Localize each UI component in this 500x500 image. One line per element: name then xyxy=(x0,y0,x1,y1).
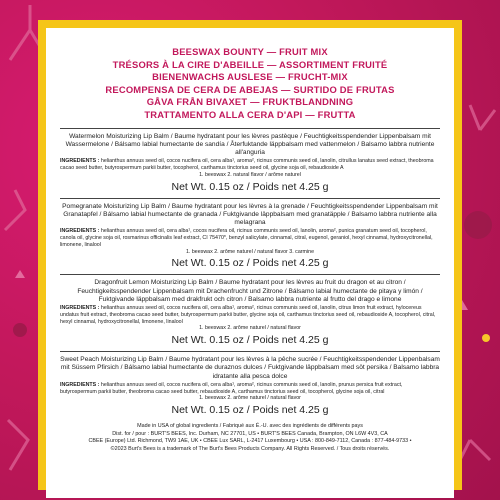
net-weight: Net Wt. 0.15 oz / Poids net 4.25 g xyxy=(171,404,329,417)
title-fr: TRÉSORS À LA CIRE D'ABEILLE — ASSORTIMENT FRUITÉ xyxy=(112,58,388,70)
product-name: Pomegranate Moisturizing Lip Balm / Baume hydratant pour les lèvres à la grenade / Feuchtigkeitsspendender Lippenbalsam mit Granatapfel / Bálsamo labial humectante de granada / Fuktgivande läppbalsam med granatäpple / Balsamo labbra nutriente alla melagrana xyxy=(62,202,438,226)
origin-line: Made in USA of global ingredients / Fabriqué aux É.-U. avec des ingrédients de différents pays xyxy=(137,423,363,430)
ingredients-text: helianthus annuus seed oil, cocos nucifera oil, cera alba¹, aroma², ricinus communis seed oil, lanolin, citrus limon fruit extract, hylocereus undatus fruit extract, theobroma cacao seed butter, butyrospermum parkii butter, glycine soja oil, carthamus tinctorius seed oil, rebaudioside A, tocopherol, citral, hexyl cinnamal, hydroxycitronellal, limonene, linalool xyxy=(60,304,436,325)
title-sv: GÅVA FRÅN BIVAXET — FRUKTBLANDNING xyxy=(146,96,354,108)
product-name: Dragonfruit Lemon Moisturizing Lip Balm / Baume hydratant pour les lèvres au fruit du dragon et au citron / Feuchtigkeitsspendender Lippenbalsam mit Drachenfrucht und Zitrone / Bálsamo labial humectante de pitaya y limón / Fuktgivande läppbalsam med drakfrukt och citron / Balsamo labbra nutriente al frutto del drago e limone xyxy=(77,279,423,303)
ingredients xyxy=(60,228,440,248)
ingredients-label: INGREDIENTS : xyxy=(60,158,100,165)
ingredients xyxy=(60,382,440,396)
ingredients-text: helianthus annuus seed oil, cocos nucifera oil, cera alba¹, aroma², ricinus communis seed oil, lanolin, citrullus lanatus seed extract, theobroma cacao seed butter, butyrospermum parkii butter, tocopherol, carthamus tinctorius seed oil, glycine soja oil, rebaudioside A xyxy=(60,158,434,171)
divider xyxy=(60,351,440,352)
product-dragonfruit-lemon xyxy=(60,279,440,347)
footnotes: 1. beeswax 2. arôme naturel / natural flavor 3. carmine xyxy=(185,248,315,255)
footnotes: 1. beeswax 2. arôme naturel / natural flavor xyxy=(199,395,301,402)
product-watermelon xyxy=(60,133,440,194)
title-it: TRATTAMENTO ALLA CERA D'API — FRUTTA xyxy=(144,108,356,120)
ingredients-label: INGREDIENTS : xyxy=(60,381,100,388)
title-de: BIENENWACHS AUSLESE — FRUCHT-MIX xyxy=(152,71,348,83)
footnotes: 1. beeswax 2. arôme naturel / natural flavor xyxy=(199,325,301,332)
product-titles xyxy=(60,46,440,122)
copyright-line: ©2023 Burt's Bees is a trademark of The Burt's Bees Products Company. All Rights Reserved. / Tous droits réservés. xyxy=(110,445,390,452)
ingredients xyxy=(60,158,440,172)
ingredients-text: helianthus annuus seed oil, cera alba¹, cocos nucifera oil, ricinus communis seed oil, lanolin, aroma², punica granatum seed oil, tocopherol, canola oil, glycine soja oil, rosmarinus officinalis leaf extract, CI 75470*, benzyl salicylate, cinnamal, citral, eugenol, geraniol, hexyl cinnamal, hydroxycitronellal, limonene, linalool xyxy=(60,228,433,248)
label-panel xyxy=(46,28,454,498)
distributor-line: Dist. for / pour : BURT'S BEES, Inc. Durham, NC 27701, US • BURT'S BEES Canada, Brampton, ON L6W 4V3, CA xyxy=(112,430,388,437)
divider xyxy=(60,128,440,129)
product-sweet-peach xyxy=(60,356,440,417)
ingredients-label: INGREDIENTS : xyxy=(60,304,100,311)
distribution-info xyxy=(60,423,440,453)
net-weight: Net Wt. 0.15 oz / Poids net 4.25 g xyxy=(171,180,329,193)
product-name: Sweet Peach Moisturizing Lip Balm / Baume hydratant pour les lèvres à la pêche sucrée / Feuchtigkeitsspendender Lippenbalsam mit Süssem Pfirsich / Bálsamo labial humectante de duraznos dulces / Fuktgivande läppbalsam med söt persika / Balsamo labbra idratante alla pesca dolce xyxy=(60,356,440,380)
net-weight: Net Wt. 0.15 oz / Poids net 4.25 g xyxy=(171,334,329,347)
net-weight: Net Wt. 0.15 oz / Poids net 4.25 g xyxy=(171,257,329,270)
ingredients-label: INGREDIENTS : xyxy=(60,228,100,235)
product-name: Watermelon Moisturizing Lip Balm / Baume hydratant pour les lèvres pastèque / Feuchtigkeitsspendender Lippenbalsam mit Wassermelone / Bálsamo labial humectante de sandía / Återfuktande läppbalsam med vattenmelon / Balsamo labbra nutriente all'anguria xyxy=(65,132,435,156)
title-es: RECOMPENSA DE CERA DE ABEJAS — SURTIDO DE FRUTAS xyxy=(105,83,395,95)
footnotes: 1. beeswax 2. natural flavor / arôme naturel xyxy=(199,171,301,178)
divider xyxy=(60,274,440,275)
europe-line: CBEE (Europe) Ltd. Richmond, TW9 1AE, UK • CBEE Lux SARL, L-2417 Luxembourg • USA : 800-849-7112, Canada : 877-484-9733 • xyxy=(88,438,412,445)
ingredients xyxy=(60,305,440,325)
divider xyxy=(60,198,440,199)
title-en: BEESWAX BOUNTY — FRUIT MIX xyxy=(172,46,328,57)
ingredients-text: helianthus annuus seed oil, cocos nucifera oil, cera alba¹, aroma², ricinus communis seed oil, lanolin, prunus persica fruit extract, butyrospermum parkii butter, theobroma cacao seed butter, rebaudioside A, carthamus tinctorius seed oil, tocopherol, glycine soja oil, citral xyxy=(60,381,403,395)
product-pomegranate xyxy=(60,203,440,271)
